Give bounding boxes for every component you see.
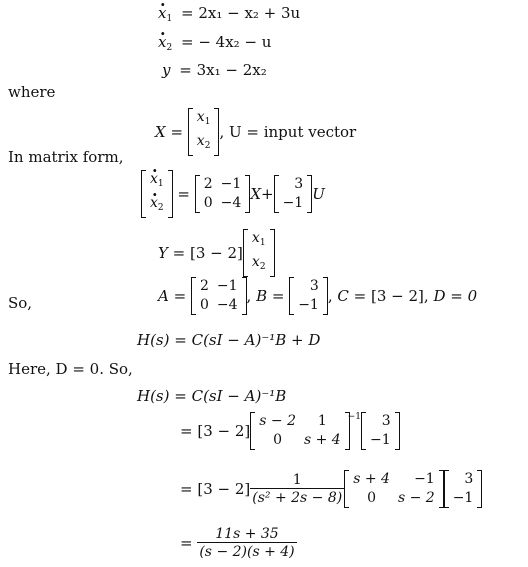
equation-y-rhs: = 3x₁ − 2x₂ <box>179 61 267 79</box>
equation-x1dot-rhs: = 2x₁ − x₂ + 3u <box>180 4 301 22</box>
matrix-A: 2 −1 0 −4 <box>191 277 247 315</box>
input-vector-text: , U = input vector <box>219 122 357 141</box>
vector-x-output: $x_1$ $x_2$ <box>243 229 275 277</box>
matrix-A-state: 2 −1 0 −4 <box>195 175 251 213</box>
derivation-step-inverse: = [3 − 2] s − 2 1 0 s + 4 −1 3 −1 <box>180 412 400 450</box>
equation-x2dot: · $x_2$ = − 4x₂ − u <box>158 35 271 53</box>
transfer-function-general: H(s) = C(sI − A)⁻¹B + D <box>137 331 321 349</box>
matrix-D: D = 0 <box>433 286 478 305</box>
system-matrices: A = 2 −1 0 −4 , B = 3 −1 , C = [3 − 2] , D = 0 <box>158 278 478 313</box>
label-where: where <box>8 83 56 101</box>
matrix-state-equation: · $x_1$ · $x_2$ = 2 −1 0 −4 X+ 3 −1 U <box>141 170 325 218</box>
equation-y <box>162 63 267 78</box>
definition-X-U <box>155 108 356 156</box>
matrix-B-step1: 3 −1 <box>361 412 400 450</box>
matrix-B-state: 3 −1 <box>274 175 313 213</box>
label-so: So, <box>8 294 33 312</box>
symbol-X: X = <box>155 122 188 141</box>
matrix-sI-minus-A: s − 2 1 0 s + 4 <box>250 412 349 450</box>
matrix-B: 3 −1 <box>289 277 328 315</box>
C-row-vector: [3 − 2] <box>190 243 243 262</box>
label-here-D-zero: Here, D = 0. So, <box>8 360 133 378</box>
determinant-fraction: $\frac{1}{\text{(s² + 2s − 8)}}$ <box>252 472 343 506</box>
transfer-function-reduced: H(s) = C(sI − A)⁻¹B <box>137 387 287 405</box>
matrix-adjoint: s + 4 −1 0 s − 2 <box>344 470 443 508</box>
transfer-function-result: = $\frac{11s + 35}{(s - 2)(s + 4)}$ <box>180 526 295 560</box>
equation-x2dot-rhs: = − 4x₂ − u <box>180 33 272 51</box>
equation-x1dot: · $x_1 = 2x_1 - x_2 + 3u$ <box>158 6 300 24</box>
equation-y-lhs: y <box>162 61 171 79</box>
label-matrix-form: In matrix form, <box>8 148 124 166</box>
vector-xdot: · $x_1$ · $x_2$ <box>141 170 173 218</box>
result-fraction: $\frac{11s + 35}{(s - 2)(s + 4)}$ <box>199 526 295 560</box>
matrix-B-step2: 3 −1 <box>444 470 483 508</box>
derivation-step-adjoint: = [3 − 2] $\frac{1}{\text{(s² + 2s − 8)}}$ s + 4 −1 0 s − 2 3 −1 <box>180 470 482 508</box>
vector-x: $x_1$ $x_2$ <box>188 108 220 156</box>
matrix-C: [3 − 2] <box>370 286 424 305</box>
output-equation: Y = [3 − 2] $x_1$ $x_2$ <box>158 229 275 277</box>
